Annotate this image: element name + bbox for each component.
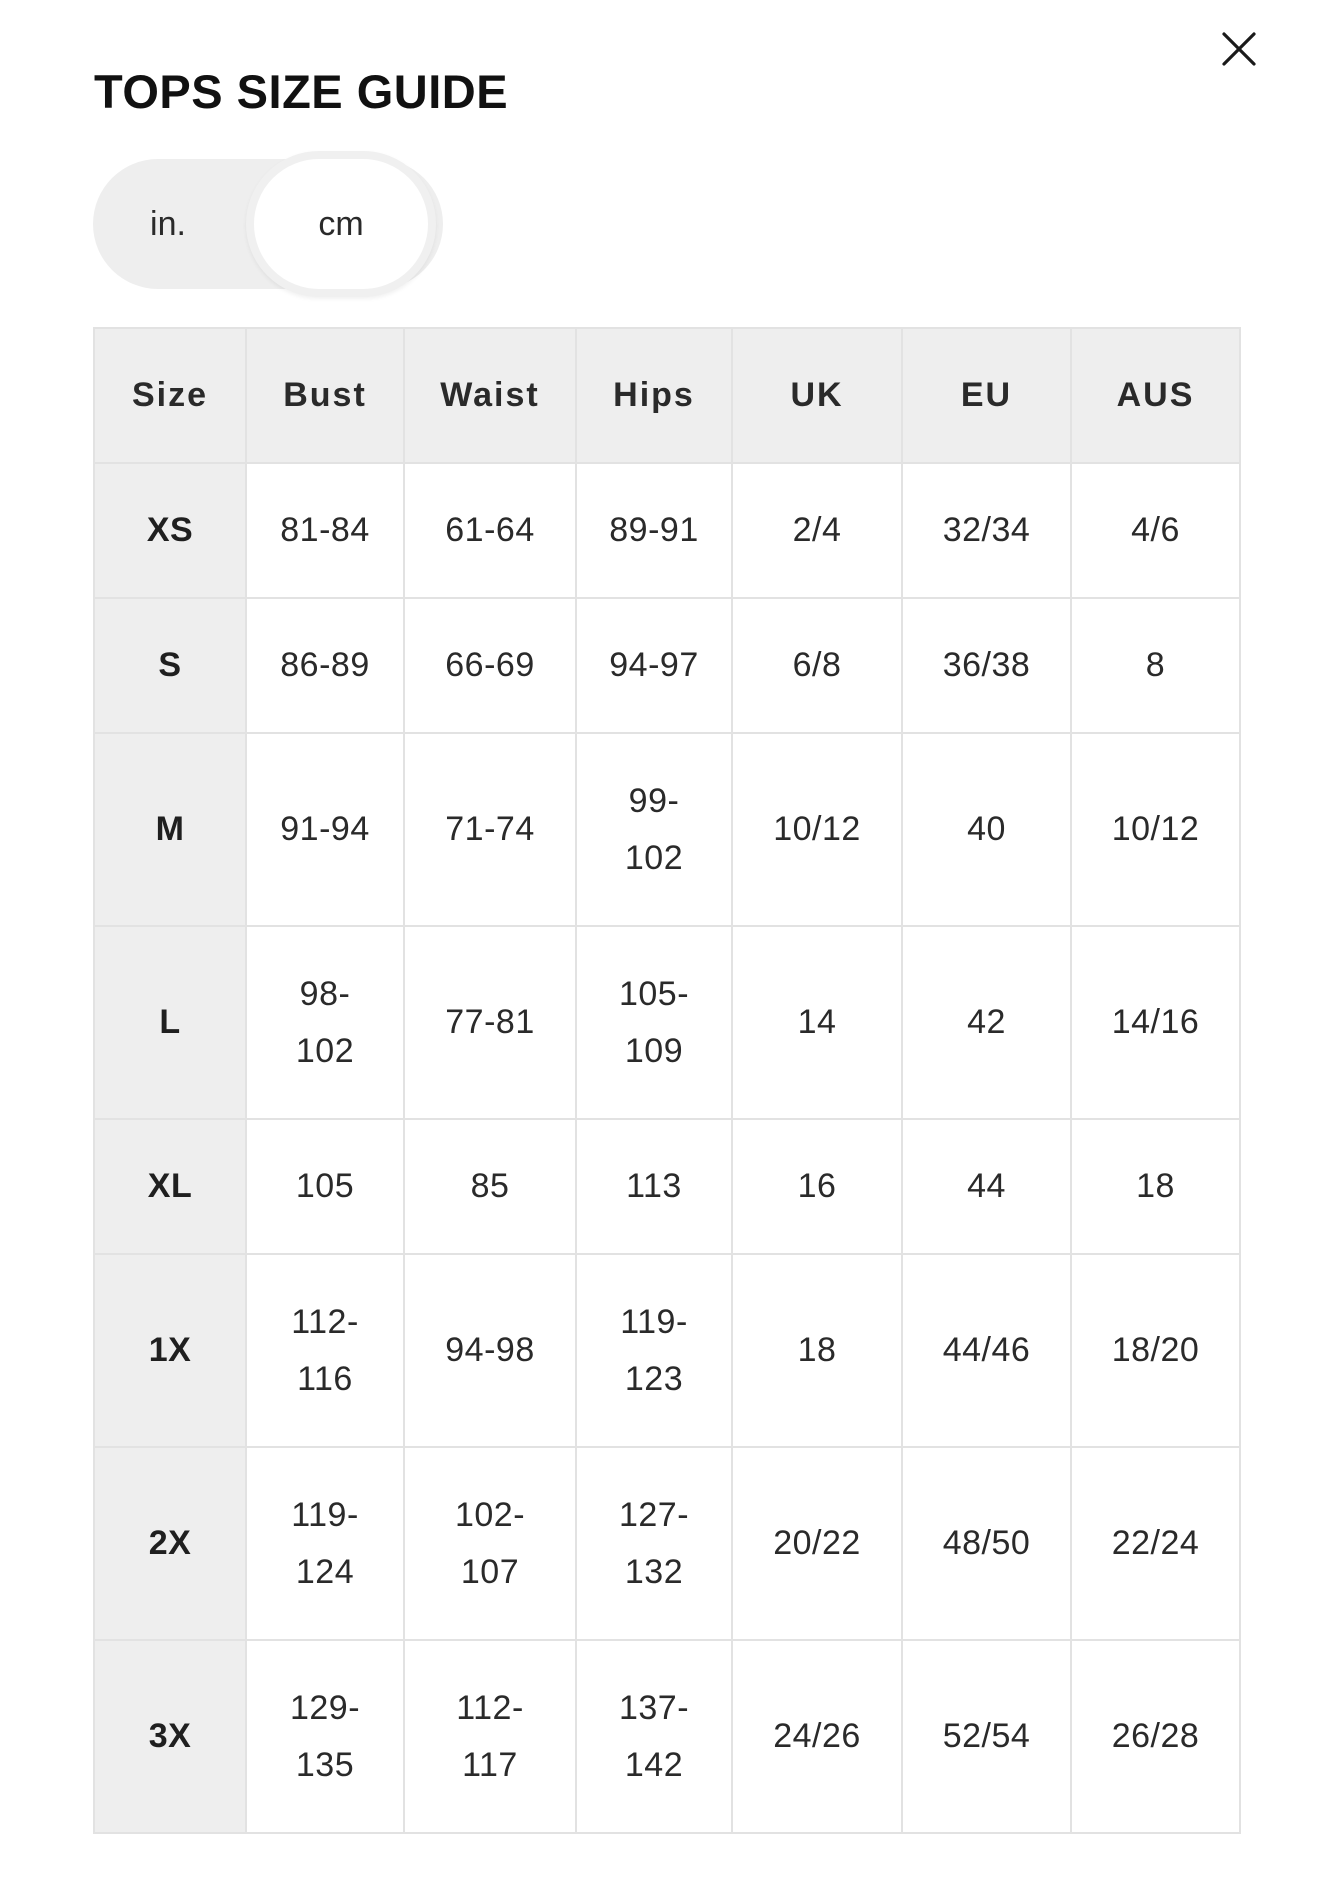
aus-cell: 18: [1071, 1119, 1240, 1254]
size-cell: 3X: [94, 1640, 246, 1833]
header-aus: AUS: [1071, 328, 1240, 463]
hips-cell: 127-132: [576, 1447, 732, 1640]
table-row: [94, 463, 1240, 598]
hips-cell: 99-102: [576, 733, 732, 926]
bust-cell: 86-89: [246, 598, 404, 733]
table-row: [94, 733, 1240, 926]
bust-cell: 129-135: [246, 1640, 404, 1833]
header-uk: UK: [732, 328, 902, 463]
header-size: Size: [94, 328, 246, 463]
waist-cell: 77-81: [404, 926, 576, 1119]
waist-cell: 61-64: [404, 463, 576, 598]
size-cell: S: [94, 598, 246, 733]
bust-cell: 81-84: [246, 463, 404, 598]
table-row: [94, 598, 1240, 733]
eu-cell: 42: [902, 926, 1071, 1119]
bust-cell: 119-124: [246, 1447, 404, 1640]
size-table: [93, 327, 1241, 1834]
waist-cell: 66-69: [404, 598, 576, 733]
table-row: [94, 1254, 1240, 1447]
unit-option-in[interactable]: in.: [150, 204, 186, 243]
waist-cell: 71-74: [404, 733, 576, 926]
bust-cell: 112-116: [246, 1254, 404, 1447]
unit-toggle[interactable]: [93, 159, 443, 289]
eu-cell: 44: [902, 1119, 1071, 1254]
hips-cell: 113: [576, 1119, 732, 1254]
table-row: [94, 1447, 1240, 1640]
header-eu: EU: [902, 328, 1071, 463]
uk-cell: 16: [732, 1119, 902, 1254]
aus-cell: 14/16: [1071, 926, 1240, 1119]
hips-cell: 137-142: [576, 1640, 732, 1833]
uk-cell: 6/8: [732, 598, 902, 733]
uk-cell: 24/26: [732, 1640, 902, 1833]
table-row: [94, 1119, 1240, 1254]
eu-cell: 36/38: [902, 598, 1071, 733]
bust-cell: 91-94: [246, 733, 404, 926]
hips-cell: 105-109: [576, 926, 732, 1119]
eu-cell: 52/54: [902, 1640, 1071, 1833]
uk-cell: 20/22: [732, 1447, 902, 1640]
table-row: [94, 926, 1240, 1119]
waist-cell: 94-98: [404, 1254, 576, 1447]
aus-cell: 10/12: [1071, 733, 1240, 926]
aus-cell: 18/20: [1071, 1254, 1240, 1447]
size-cell: M: [94, 733, 246, 926]
waist-cell: 112-117: [404, 1640, 576, 1833]
eu-cell: 32/34: [902, 463, 1071, 598]
close-button[interactable]: [1213, 23, 1265, 75]
waist-cell: 102-107: [404, 1447, 576, 1640]
eu-cell: 40: [902, 733, 1071, 926]
eu-cell: 44/46: [902, 1254, 1071, 1447]
eu-cell: 48/50: [902, 1447, 1071, 1640]
size-cell: XS: [94, 463, 246, 598]
bust-cell: 98-102: [246, 926, 404, 1119]
header-waist: Waist: [404, 328, 576, 463]
waist-cell: 85: [404, 1119, 576, 1254]
hips-cell: 89-91: [576, 463, 732, 598]
close-icon: [1221, 31, 1257, 67]
header-hips: Hips: [576, 328, 732, 463]
size-cell: L: [94, 926, 246, 1119]
aus-cell: 22/24: [1071, 1447, 1240, 1640]
bust-cell: 105: [246, 1119, 404, 1254]
unit-option-cm[interactable]: cm: [246, 151, 436, 297]
aus-cell: 26/28: [1071, 1640, 1240, 1833]
size-cell: 2X: [94, 1447, 246, 1640]
header-bust: Bust: [246, 328, 404, 463]
size-cell: 1X: [94, 1254, 246, 1447]
aus-cell: 8: [1071, 598, 1240, 733]
hips-cell: 94-97: [576, 598, 732, 733]
uk-cell: 18: [732, 1254, 902, 1447]
uk-cell: 2/4: [732, 463, 902, 598]
uk-cell: 10/12: [732, 733, 902, 926]
aus-cell: 4/6: [1071, 463, 1240, 598]
page-title: TOPS SIZE GUIDE: [94, 65, 509, 118]
hips-cell: 119-123: [576, 1254, 732, 1447]
uk-cell: 14: [732, 926, 902, 1119]
size-cell: XL: [94, 1119, 246, 1254]
table-row: [94, 1640, 1240, 1833]
table-header-row: [94, 328, 1240, 463]
